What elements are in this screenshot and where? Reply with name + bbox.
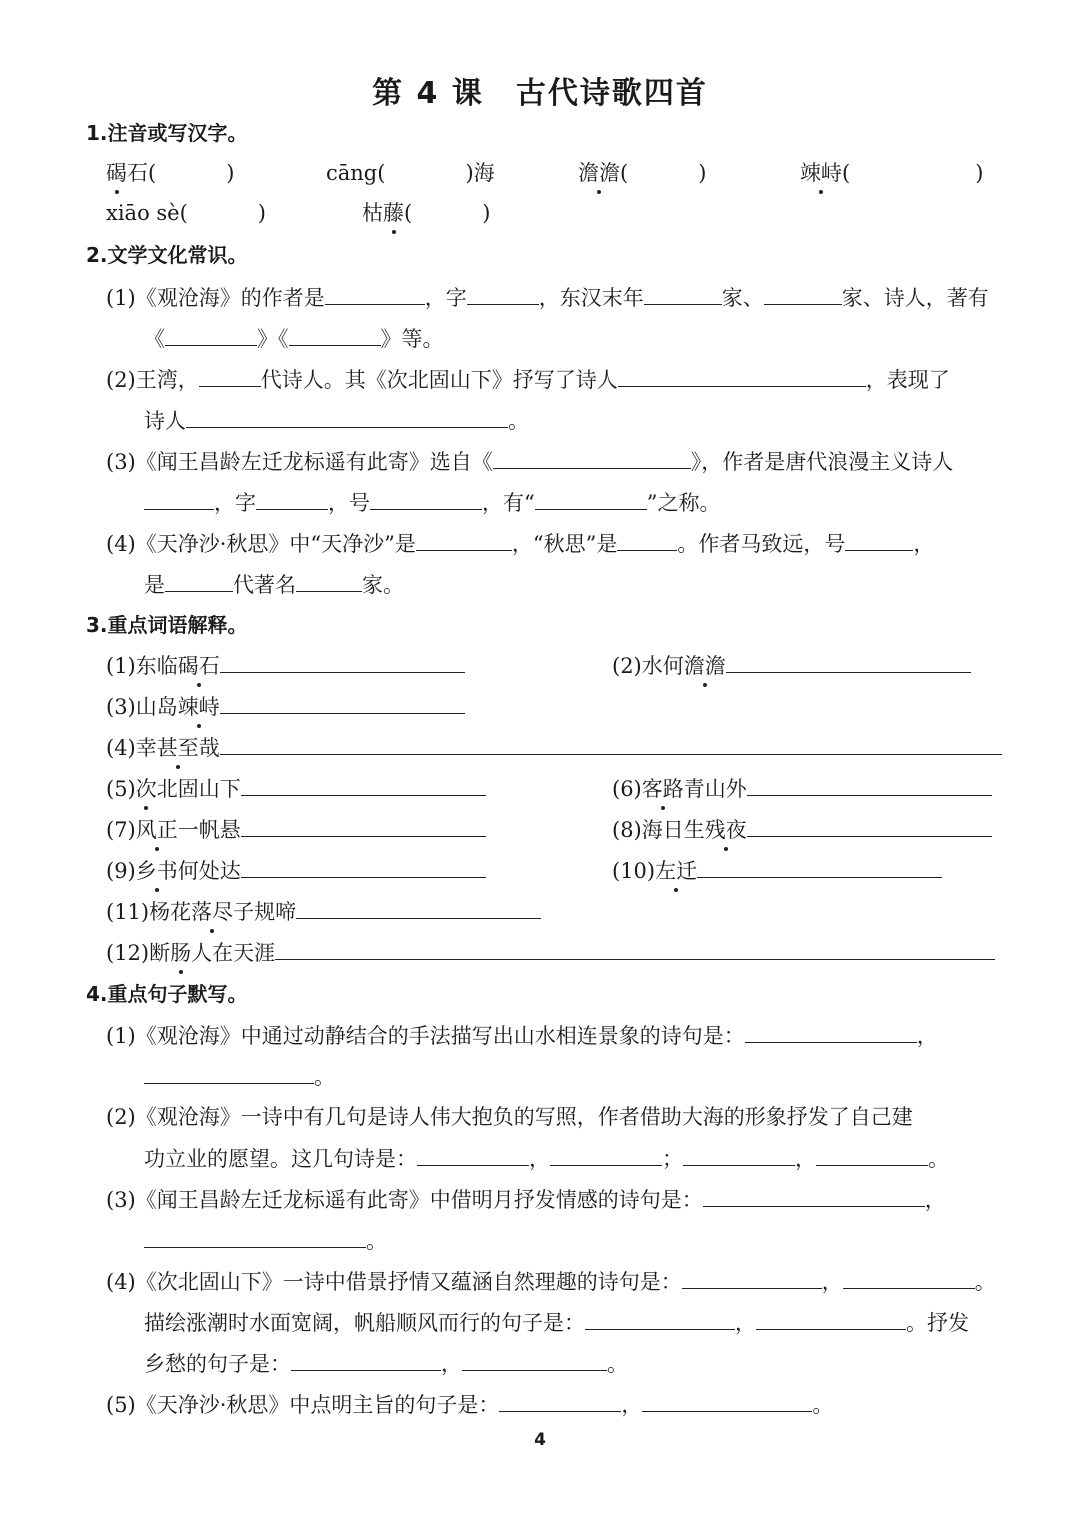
q2-line-3: (2)王湾， 代诗人。其《次北固山下》抒写了诗人 ，表现了: [106, 364, 950, 395]
page-number: 4: [534, 1430, 546, 1450]
q1-item-4: 竦峙( ): [800, 158, 983, 188]
blank[interactable]: [144, 1225, 366, 1248]
blank[interactable]: [296, 896, 541, 919]
q2-line-7: (4)《天净沙·秋思》中“天净沙”是 ，“秋思”是 。作者马致远，号 ，: [106, 528, 934, 559]
blank[interactable]: [644, 282, 722, 305]
q1-blank-1[interactable]: [156, 158, 226, 180]
q3-item-1: (1)东临碣石: [106, 650, 465, 681]
q3-item-8: (8)海日生残夜: [612, 814, 992, 845]
blank[interactable]: [165, 323, 257, 346]
blank[interactable]: [747, 773, 992, 796]
q1-blank-6[interactable]: [412, 198, 482, 220]
q4-heading: 4.重点句子默写。: [86, 982, 248, 1006]
q2-line-5: (3)《闻王昌龄左迁龙标遥有此寄》选自《 》，作者是唐代浪漫主义诗人: [106, 446, 953, 477]
q3-item-11: (11)杨花落尽子规啼: [106, 896, 541, 927]
q1-blank-4[interactable]: [850, 158, 975, 180]
blank[interactable]: [144, 487, 214, 510]
blank[interactable]: [683, 1143, 795, 1166]
q4-s3-line-1: (3)《闻王昌龄左迁龙标遥有此寄》中借明月抒发情感的诗句是： ，: [106, 1184, 946, 1215]
q4-s4-line-2: 描绘涨潮时水面宽阔，帆船顺风而行的句子是： ， 。抒发: [144, 1307, 969, 1338]
blank[interactable]: [617, 528, 677, 551]
blank[interactable]: [220, 691, 465, 714]
blank[interactable]: [241, 814, 486, 837]
blank[interactable]: [747, 814, 992, 837]
q1-item-6: 枯藤( ): [362, 198, 490, 228]
q1-item-3-word: 澹澹: [578, 158, 620, 188]
blank[interactable]: [291, 1348, 441, 1371]
q4-s5-line-1: (5)《天净沙·秋思》中点明主旨的句子是： ， 。: [106, 1389, 833, 1420]
blank[interactable]: [642, 1389, 812, 1412]
blank[interactable]: [467, 282, 539, 305]
q4-s1-line-2: 。: [144, 1061, 335, 1092]
q3-item-4: (4)幸甚至哉: [106, 732, 1002, 763]
blank[interactable]: [289, 323, 381, 346]
blank[interactable]: [726, 650, 971, 673]
q1-item-6-word: 藤: [383, 198, 404, 228]
blank[interactable]: [845, 528, 913, 551]
blank[interactable]: [256, 487, 328, 510]
q2-line-4: 诗人 。: [144, 405, 529, 436]
q3-item-5: (5)次北固山下: [106, 773, 486, 804]
blank[interactable]: [186, 405, 508, 428]
blank[interactable]: [417, 1143, 529, 1166]
blank[interactable]: [697, 855, 942, 878]
q1-item-1: 碣石( ): [106, 158, 234, 188]
blank[interactable]: [416, 528, 512, 551]
page-title: 第 4 课 古代诗歌四首: [372, 76, 708, 111]
q2-line-2: 《 》《 》等。: [144, 323, 444, 354]
blank[interactable]: [535, 487, 647, 510]
blank[interactable]: [816, 1143, 928, 1166]
blank[interactable]: [325, 282, 425, 305]
blank[interactable]: [220, 732, 1002, 755]
q4-s1-line-1: (1)《观沧海》中通过动静结合的手法描写出山水相连景象的诗句是： ，: [106, 1020, 938, 1051]
q1-item-4-word: 竦峙: [800, 158, 842, 188]
q3-item-12: (12)断肠人在天涯: [106, 937, 995, 968]
q2-line-8: 是 代著名 家。: [144, 569, 404, 600]
q2-heading: 2.文学文化常识。: [86, 243, 248, 267]
q3-item-6: (6)客路青山外: [612, 773, 992, 804]
q1-item-1-word: 碣: [106, 158, 127, 188]
q4-s2-line-2: 功立业的愿望。这几句诗是： ， ； ， 。: [144, 1143, 949, 1174]
blank[interactable]: [220, 650, 465, 673]
q3-item-10: (10)左迁: [612, 855, 942, 886]
blank[interactable]: [199, 364, 261, 387]
blank[interactable]: [550, 1143, 662, 1166]
q1-item-2: cāng( )海: [326, 158, 495, 188]
blank[interactable]: [703, 1184, 925, 1207]
q4-s4-line-1: (4)《次北固山下》一诗中借景抒情又蕴涵自然理趣的诗句是： ， 。: [106, 1266, 996, 1297]
q2-line-6: ，字 ，号 ，有“ ”之称。: [144, 487, 721, 518]
blank[interactable]: [275, 937, 995, 960]
blank[interactable]: [493, 446, 691, 469]
blank[interactable]: [462, 1348, 607, 1371]
blank[interactable]: [585, 1307, 735, 1330]
q1-item-3: 澹澹( ): [578, 158, 706, 188]
blank[interactable]: [241, 773, 486, 796]
q1-blank-3[interactable]: [628, 158, 698, 180]
blank[interactable]: [843, 1266, 975, 1289]
q4-s3-line-2: 。: [144, 1225, 387, 1256]
blank[interactable]: [144, 1061, 314, 1084]
q4-s2-line-1: (2)《观沧海》一诗中有几句是诗人伟大抱负的写照，作者借助大海的形象抒发了自己建: [106, 1105, 913, 1129]
q3-item-9: (9)乡书何处达: [106, 855, 486, 886]
q1-item-5: xiāo sè( ): [106, 198, 266, 228]
blank[interactable]: [165, 569, 233, 592]
q1-heading: 1.注音或写汉字。: [86, 121, 248, 145]
q4-s4-line-3: 乡愁的句子是： ， 。: [144, 1348, 628, 1379]
q2-line-1: (1)《观沧海》的作者是 ，字 ，东汉末年 家、 家、诗人，著有: [106, 282, 989, 313]
blank[interactable]: [756, 1307, 906, 1330]
q3-item-7: (7)风正一帆悬: [106, 814, 486, 845]
q1-blank-5[interactable]: [188, 198, 258, 220]
blank[interactable]: [745, 1020, 917, 1043]
q3-heading: 3.重点词语解释。: [86, 613, 248, 637]
q3-item-2: (2)水何澹澹: [612, 650, 971, 681]
blank[interactable]: [370, 487, 482, 510]
blank[interactable]: [618, 364, 866, 387]
blank[interactable]: [499, 1389, 621, 1412]
q1-blank-2[interactable]: [385, 158, 465, 180]
blank[interactable]: [241, 855, 486, 878]
blank[interactable]: [764, 282, 842, 305]
blank[interactable]: [296, 569, 362, 592]
q3-item-3: (3)山岛竦峙: [106, 691, 465, 722]
blank[interactable]: [682, 1266, 822, 1289]
